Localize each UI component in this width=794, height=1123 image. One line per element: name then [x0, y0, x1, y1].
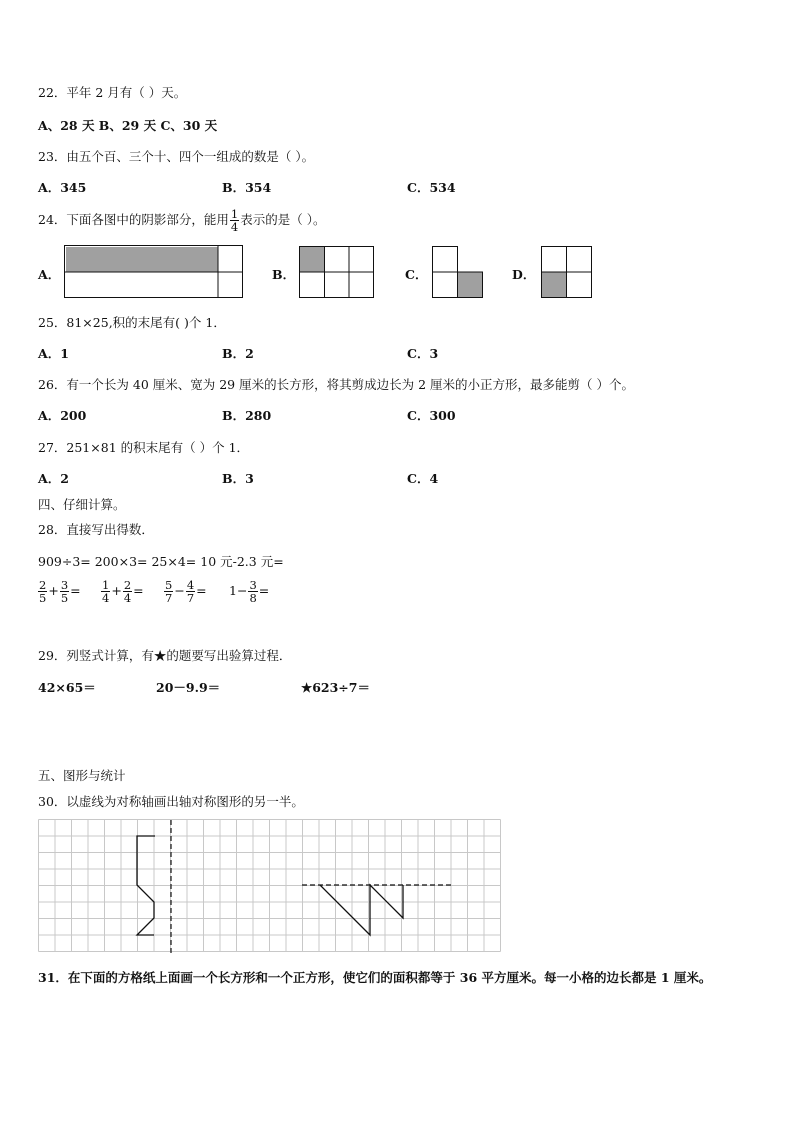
- q26-option-b: B．280: [222, 408, 272, 423]
- q24-figure-b: [299, 246, 375, 299]
- q28-f1-b-num: 3: [60, 578, 69, 592]
- q22-stem: 22．平年 2 月有（ ）天。: [38, 85, 187, 100]
- q28-f1-b-den: 5: [60, 591, 69, 606]
- q29-stem: 29．列竖式计算，有★的题要写出验算过程．: [38, 648, 292, 663]
- q24-option-b-label: B．: [272, 267, 296, 282]
- q28-f1-op: +: [48, 583, 59, 599]
- q29-expr-3: ★623÷7＝: [301, 680, 370, 695]
- q24-stem: [38, 208, 325, 233]
- q28-f3-eq: =: [196, 583, 207, 599]
- q28-fraction-3: [163, 579, 207, 604]
- q23-option-b: B．354: [222, 180, 272, 195]
- q28-fraction-2: [100, 579, 144, 604]
- q24-stem-post: 表示的是（ ）。: [240, 212, 326, 228]
- q23-option-c: C．534: [407, 180, 456, 195]
- q27-option-a: A．2: [38, 471, 69, 486]
- q28-f4-b-den: 8: [249, 591, 257, 606]
- q28-f1-a-den: 5: [39, 591, 47, 606]
- q24-fraction: [230, 208, 239, 233]
- section-5-heading: 五、图形与统计: [38, 768, 126, 783]
- q28-f2-b-den: 4: [123, 591, 132, 606]
- half-figure-right: [320, 885, 403, 935]
- q29-expr-1: 42×65＝: [38, 680, 96, 695]
- q28-f3-b-num: 4: [186, 578, 195, 592]
- q28-f2-eq: =: [133, 583, 144, 599]
- q26-stem: 26．有一个长为 40 厘米、宽为 29 厘米的长方形，将其剪成边长为 2 厘米的小正方形，最多能剪（ ）个。: [38, 377, 634, 392]
- q28-f1-eq: =: [70, 583, 81, 599]
- q28-f3-op: −: [174, 583, 185, 599]
- q24-option-a-label: A．: [38, 267, 61, 282]
- q28-f2-b-num: 2: [123, 578, 132, 592]
- q28-fraction-1: [37, 579, 81, 604]
- q27-option-c: C．4: [407, 471, 439, 486]
- section-4-heading: 四、仔细计算。: [38, 497, 126, 512]
- q25-option-c: C．3: [407, 346, 439, 361]
- q28-f3-b-den: 7: [186, 591, 195, 606]
- q27-option-b: B．3: [222, 471, 254, 486]
- q28-f4-b-num: 3: [249, 578, 257, 592]
- q24-frac-den: 4: [230, 220, 239, 235]
- q28-stem: 28．直接写出得数．: [38, 522, 154, 537]
- q25-option-b: B．2: [222, 346, 254, 361]
- q28-f4-op: −: [236, 583, 248, 599]
- q24-figure-d: [541, 246, 593, 299]
- q25-option-a: A．1: [38, 346, 69, 361]
- q22-options: A、28 天 B、29 天 C、30 天: [38, 118, 218, 133]
- q28-fraction-4: [229, 579, 269, 604]
- q28-f2-a-den: 4: [102, 591, 110, 606]
- q28-f2-op: +: [111, 583, 122, 599]
- q30-stem: 30．以虚线为对称轴画出轴对称图形的另一半。: [38, 794, 304, 809]
- q23-option-a: A．345: [38, 180, 87, 195]
- q24-stem-pre: 24．下面各图中的阴影部分，能用: [38, 212, 229, 228]
- q24-figure-a: [64, 245, 244, 299]
- q28-f4-whole: 1: [229, 583, 237, 599]
- q28-f1-a-num: 2: [39, 578, 47, 592]
- q24-frac-num: 1: [230, 207, 239, 221]
- q29-expr-2: 20－9.9＝: [156, 680, 221, 695]
- q28-f4-eq: =: [258, 583, 270, 599]
- q31-stem: 31．在下面的方格纸上面画一个长方形和一个正方形，使它们的面积都等于 36 平方厘米。每一小格的边长都是 1 厘米。: [38, 970, 712, 985]
- q30-grid-figure: [38, 819, 504, 954]
- q28-f3-a-den: 7: [165, 591, 173, 606]
- q26-option-c: C．300: [407, 408, 456, 423]
- q28-f3-a-num: 5: [165, 578, 173, 592]
- q28-f2-a-num: 1: [102, 578, 110, 592]
- q24-option-c-label: C．: [405, 267, 428, 282]
- q23-stem: 23．由五个百、三个十、四个一组成的数是（ ）。: [38, 149, 315, 164]
- q24-option-d-label: D．: [512, 267, 536, 282]
- q24-figure-c: [432, 246, 484, 299]
- q26-option-a: A．200: [38, 408, 87, 423]
- q28-line1: 909÷3= 200×3= 25×4= 10 元-2.3 元=: [38, 554, 284, 569]
- q25-stem: 25．81×25,积的末尾有( )个 1．: [38, 315, 226, 330]
- q27-stem: 27．251×81 的积末尾有（ ）个 1．: [38, 440, 250, 455]
